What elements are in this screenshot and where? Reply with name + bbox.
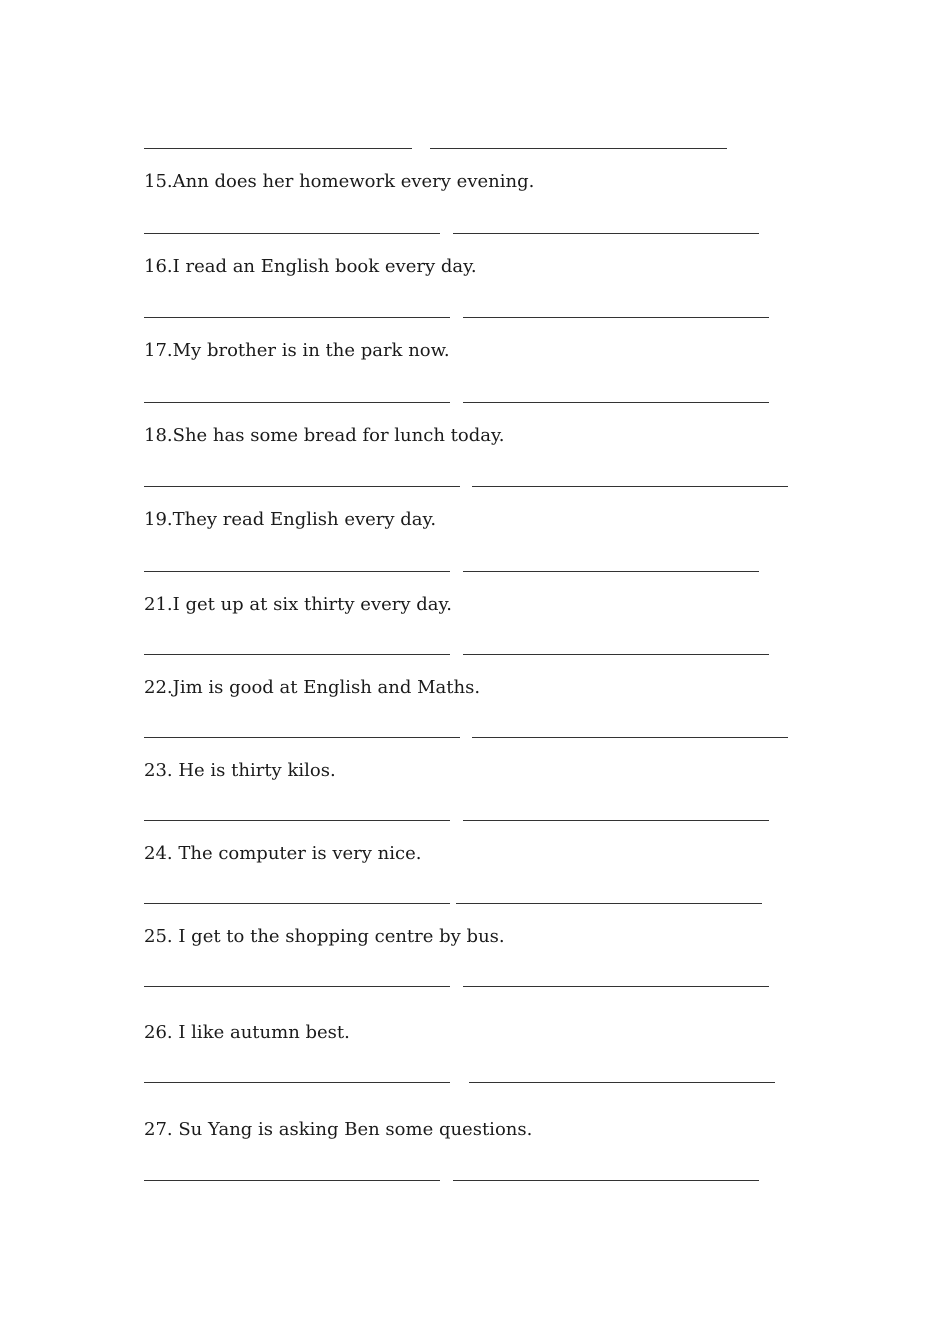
answer-blank-1[interactable] (144, 1082, 450, 1083)
answer-blank-1[interactable] (144, 986, 450, 987)
answer-blank-2[interactable] (463, 571, 759, 572)
answer-blank-1[interactable] (144, 317, 450, 318)
answer-blank-2[interactable] (453, 1180, 759, 1181)
answer-blank-2[interactable] (472, 486, 788, 487)
exercise-sentence: 26. I like autumn best. (144, 1022, 350, 1043)
answer-blank-2[interactable] (463, 820, 769, 821)
exercise-sentence: 19.They read English every day. (144, 509, 437, 530)
answer-blank-2[interactable] (463, 654, 769, 655)
answer-blank-2[interactable] (472, 737, 788, 738)
answer-blank-2[interactable] (463, 402, 769, 403)
answer-blank-1[interactable] (144, 486, 460, 487)
exercise-sentence: 23. He is thirty kilos. (144, 760, 336, 781)
answer-blank-1[interactable] (144, 903, 450, 904)
answer-blank-2[interactable] (430, 148, 727, 149)
answer-blank-1[interactable] (144, 148, 412, 149)
answer-blank-1[interactable] (144, 233, 440, 234)
answer-blank-1[interactable] (144, 737, 460, 738)
exercise-sentence: 25. I get to the shopping centre by bus. (144, 926, 505, 947)
exercise-sentence: 27. Su Yang is asking Ben some questions. (144, 1119, 533, 1140)
exercise-sentence: 22.Jim is good at English and Maths. (144, 677, 481, 698)
answer-blank-2[interactable] (456, 903, 762, 904)
answer-blank-2[interactable] (469, 1082, 775, 1083)
answer-blank-1[interactable] (144, 820, 450, 821)
exercise-sentence: 21.I get up at six thirty every day. (144, 594, 453, 615)
answer-blank-1[interactable] (144, 402, 450, 403)
exercise-sentence: 16.I read an English book every day. (144, 256, 477, 277)
exercise-sentence: 24. The computer is very nice. (144, 843, 422, 864)
answer-blank-2[interactable] (453, 233, 759, 234)
exercise-sentence: 15.Ann does her homework every evening. (144, 171, 535, 192)
exercise-sentence: 18.She has some bread for lunch today. (144, 425, 505, 446)
answer-blank-2[interactable] (463, 317, 769, 318)
answer-blank-1[interactable] (144, 571, 450, 572)
answer-blank-1[interactable] (144, 654, 450, 655)
exercise-sentence: 17.My brother is in the park now. (144, 340, 450, 361)
answer-blank-1[interactable] (144, 1180, 440, 1181)
answer-blank-2[interactable] (463, 986, 769, 987)
